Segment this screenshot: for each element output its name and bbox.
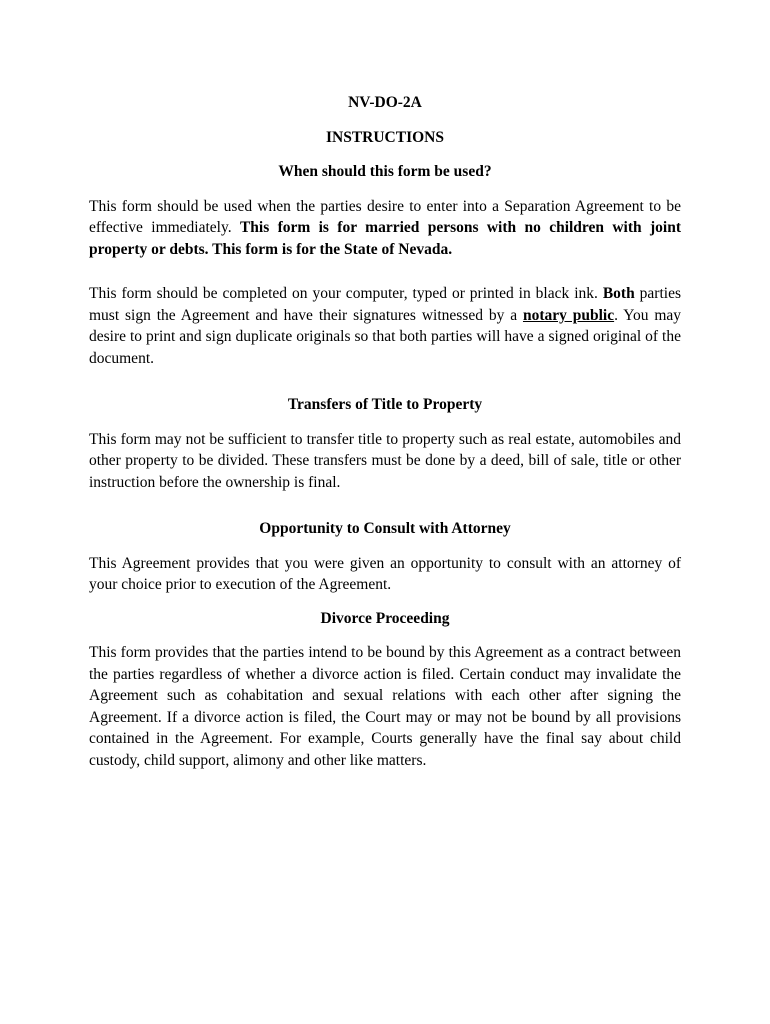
divorce-heading: Divorce Proceeding <box>320 609 450 627</box>
paragraph-run-bold: This form is for married persons with no children with joint property or debts. This form is for the State of Nevada. <box>89 219 681 258</box>
attorney-heading: Opportunity to Consult with Attorney <box>259 520 511 537</box>
paragraph-attorney: This Agreement provides that you were given an opportunity to consult with an attorney of your choice prior to execution of the Agreement. <box>89 554 681 593</box>
paragraph-run-normal: . You may desire to print and sign duplicate originals so that both parties will have a signed original of the document. <box>89 306 682 367</box>
when-used-heading: When should this form be used? <box>278 163 492 180</box>
instructions-heading: INSTRUCTIONS <box>325 128 444 146</box>
paragraph-when-used-2 <box>89 283 681 369</box>
transfers-heading: Transfers of Title to Property <box>287 396 483 413</box>
paragraph-run-normal: This form should be completed on your computer, typed or printed in black ink. <box>89 285 603 302</box>
paragraph-run-bold-both: Both <box>602 285 635 302</box>
paragraph-when-used-1 <box>89 196 681 261</box>
paragraph-run-normal: parties must sign the Agreement and have their signatures witnessed by a <box>89 285 681 324</box>
paragraph-run-notary-public: notary public <box>522 306 615 324</box>
form-id-title: NV-DO-2A <box>348 94 422 111</box>
paragraph-run-normal: This form should be used when the parties desire to enter into a Separation Agreement to be effective immediately. <box>89 197 681 236</box>
paragraph-transfers: This form may not be sufficient to transfer title to property such as real estate, automobiles and other property to be divided. These transfers must be done by a deed, bill of sale, title or other instruction before the ownership is final. <box>89 430 681 491</box>
paragraph-divorce: This form provides that the parties intend to be bound by this Agreement as a contract between the parties regardless of whether a divorce action is filed. Certain conduct may invalidate the Agreement such as cohabitation and sexual relations with each other after signing the Agreement. If a divorce action is filed, the Court may or may not be bound by all provisions contained in the Agreement. For example, Courts generally have the final say about child custody, child support, alimony and other like matters. <box>89 644 681 769</box>
